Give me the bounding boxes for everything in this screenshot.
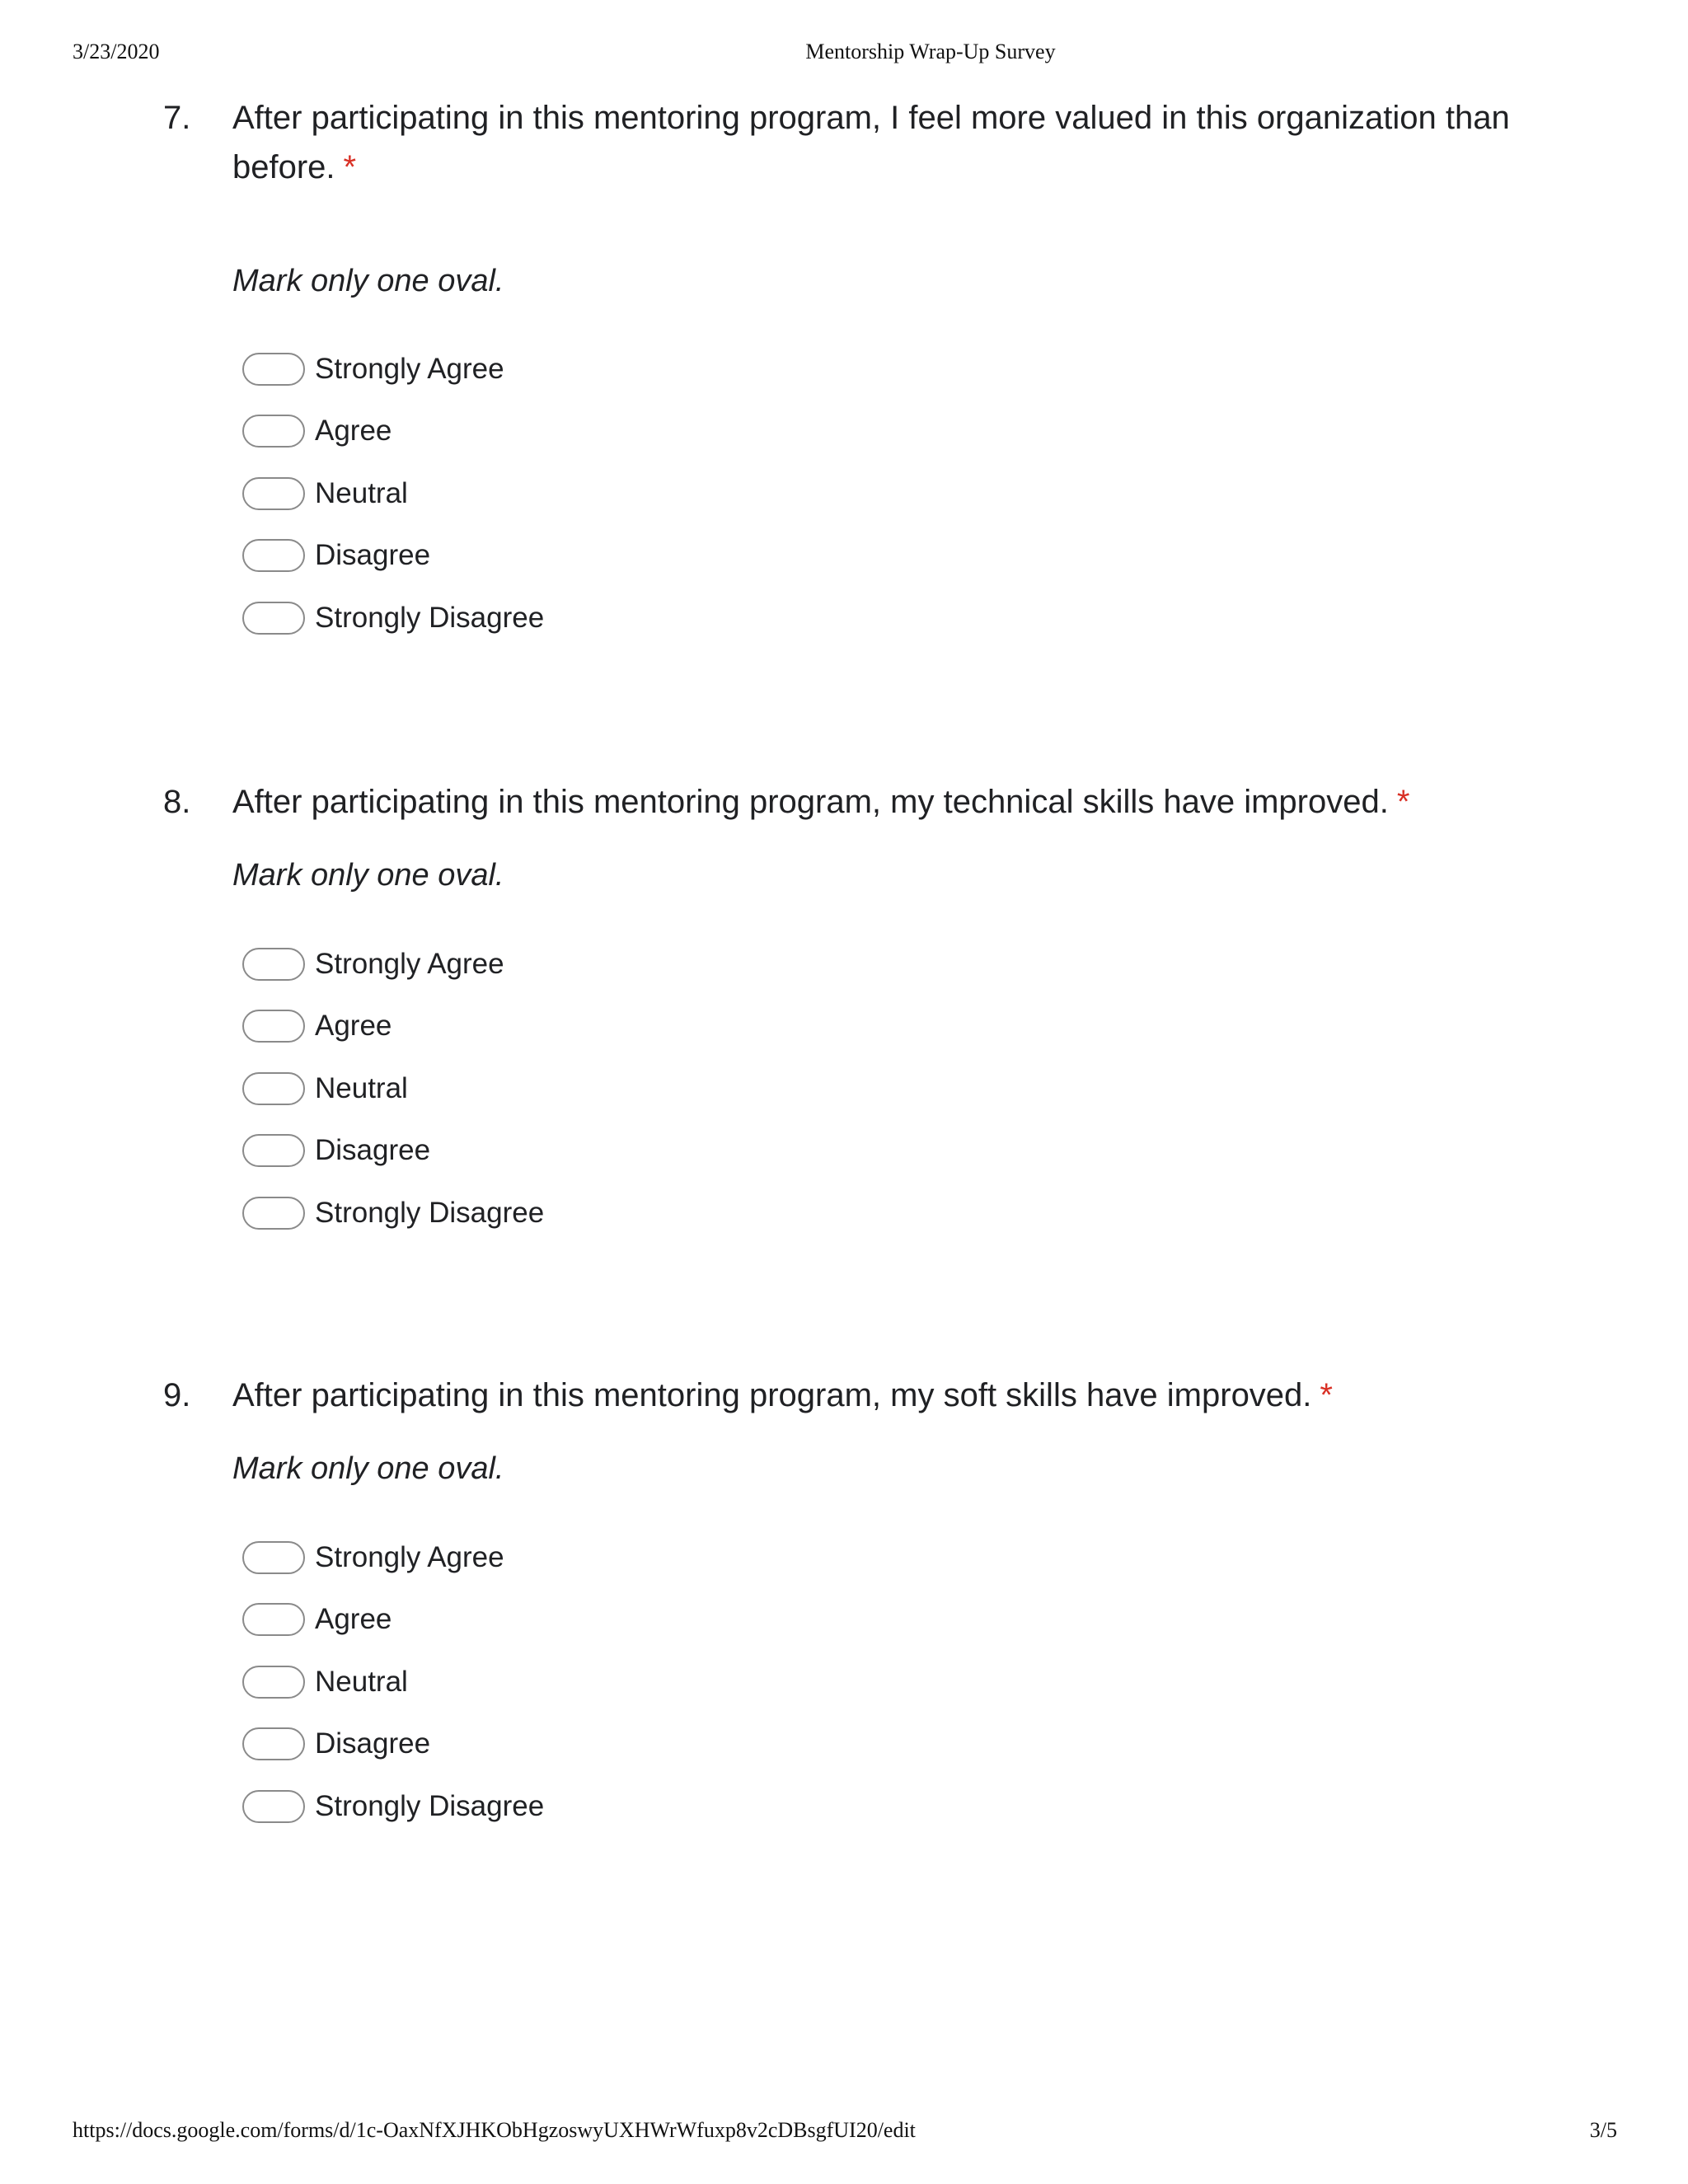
radio-oval[interactable]	[242, 1790, 305, 1823]
required-asterisk: *	[343, 149, 357, 185]
option-label: Strongly Agree	[315, 947, 504, 980]
print-date: 3/23/2020	[73, 40, 160, 63]
question-title	[232, 1371, 1518, 1420]
option-neutral[interactable]	[242, 462, 544, 525]
radio-oval[interactable]	[242, 539, 305, 572]
option-label: Agree	[315, 1603, 392, 1636]
instruction-text: Mark only one oval.	[232, 858, 504, 893]
radio-oval[interactable]	[242, 1666, 305, 1699]
option-label: Strongly Disagree	[315, 601, 545, 634]
option-strongly-agree[interactable]	[242, 338, 544, 401]
option-disagree[interactable]	[242, 525, 544, 588]
question-number: 7.	[163, 100, 191, 136]
radio-oval[interactable]	[242, 602, 305, 635]
option-label: Agree	[315, 415, 392, 448]
option-label: Strongly Agree	[315, 352, 504, 385]
option-strongly-disagree[interactable]	[242, 1182, 544, 1244]
radio-oval[interactable]	[242, 1541, 305, 1574]
radio-oval[interactable]	[242, 477, 305, 510]
option-label: Strongly Disagree	[315, 1789, 545, 1822]
page-number: 3/5	[1589, 2118, 1617, 2142]
option-neutral[interactable]	[242, 1057, 544, 1120]
print-footer	[0, 2118, 1688, 2151]
option-label: Disagree	[315, 1727, 431, 1760]
question-title	[232, 93, 1518, 192]
form-url: https://docs.google.com/forms/d/1c-OaxNfXJHKObHgzoswyUXHWrWfuxp8v2cDBsgfUI20/edit	[73, 2118, 916, 2142]
radio-group	[242, 1526, 544, 1838]
option-label: Agree	[315, 1010, 392, 1043]
option-label: Strongly Disagree	[315, 1196, 545, 1229]
option-strongly-agree[interactable]	[242, 933, 544, 996]
option-agree[interactable]	[242, 1589, 544, 1652]
option-label: Disagree	[315, 539, 431, 572]
option-neutral[interactable]	[242, 1651, 544, 1713]
question-text: After participating in this mentoring program, my soft skills have improved.	[232, 1377, 1312, 1413]
option-agree[interactable]	[242, 996, 544, 1058]
option-strongly-disagree[interactable]	[242, 1775, 544, 1838]
radio-oval[interactable]	[242, 1072, 305, 1105]
radio-oval[interactable]	[242, 1727, 305, 1760]
radio-group	[242, 338, 544, 649]
option-label: Neutral	[315, 476, 408, 509]
option-label: Neutral	[315, 1665, 408, 1698]
question-title	[232, 777, 1518, 827]
print-title: Mentorship Wrap-Up Survey	[805, 40, 1056, 63]
radio-oval[interactable]	[242, 415, 305, 448]
option-strongly-agree[interactable]	[242, 1526, 544, 1589]
option-agree[interactable]	[242, 401, 544, 463]
required-asterisk: *	[1320, 1377, 1333, 1413]
option-label: Disagree	[315, 1134, 431, 1167]
question-number: 8.	[163, 784, 191, 820]
radio-oval[interactable]	[242, 1197, 305, 1230]
required-asterisk: *	[1396, 784, 1410, 820]
option-label: Neutral	[315, 1071, 408, 1104]
question-number: 9.	[163, 1377, 191, 1413]
instruction-text: Mark only one oval.	[232, 1451, 504, 1486]
option-strongly-disagree[interactable]	[242, 587, 544, 649]
radio-oval[interactable]	[242, 1134, 305, 1167]
question-text: After participating in this mentoring program, I feel more valued in this organization than before.	[232, 100, 1510, 185]
radio-oval[interactable]	[242, 1603, 305, 1636]
print-header	[0, 40, 1688, 73]
radio-group	[242, 933, 544, 1244]
option-disagree[interactable]	[242, 1713, 544, 1776]
instruction-text: Mark only one oval.	[232, 264, 504, 298]
radio-oval[interactable]	[242, 353, 305, 386]
question-text: After participating in this mentoring program, my technical skills have improved.	[232, 784, 1389, 820]
option-label: Strongly Agree	[315, 1540, 504, 1573]
option-disagree[interactable]	[242, 1120, 544, 1183]
radio-oval[interactable]	[242, 1010, 305, 1043]
radio-oval[interactable]	[242, 948, 305, 981]
